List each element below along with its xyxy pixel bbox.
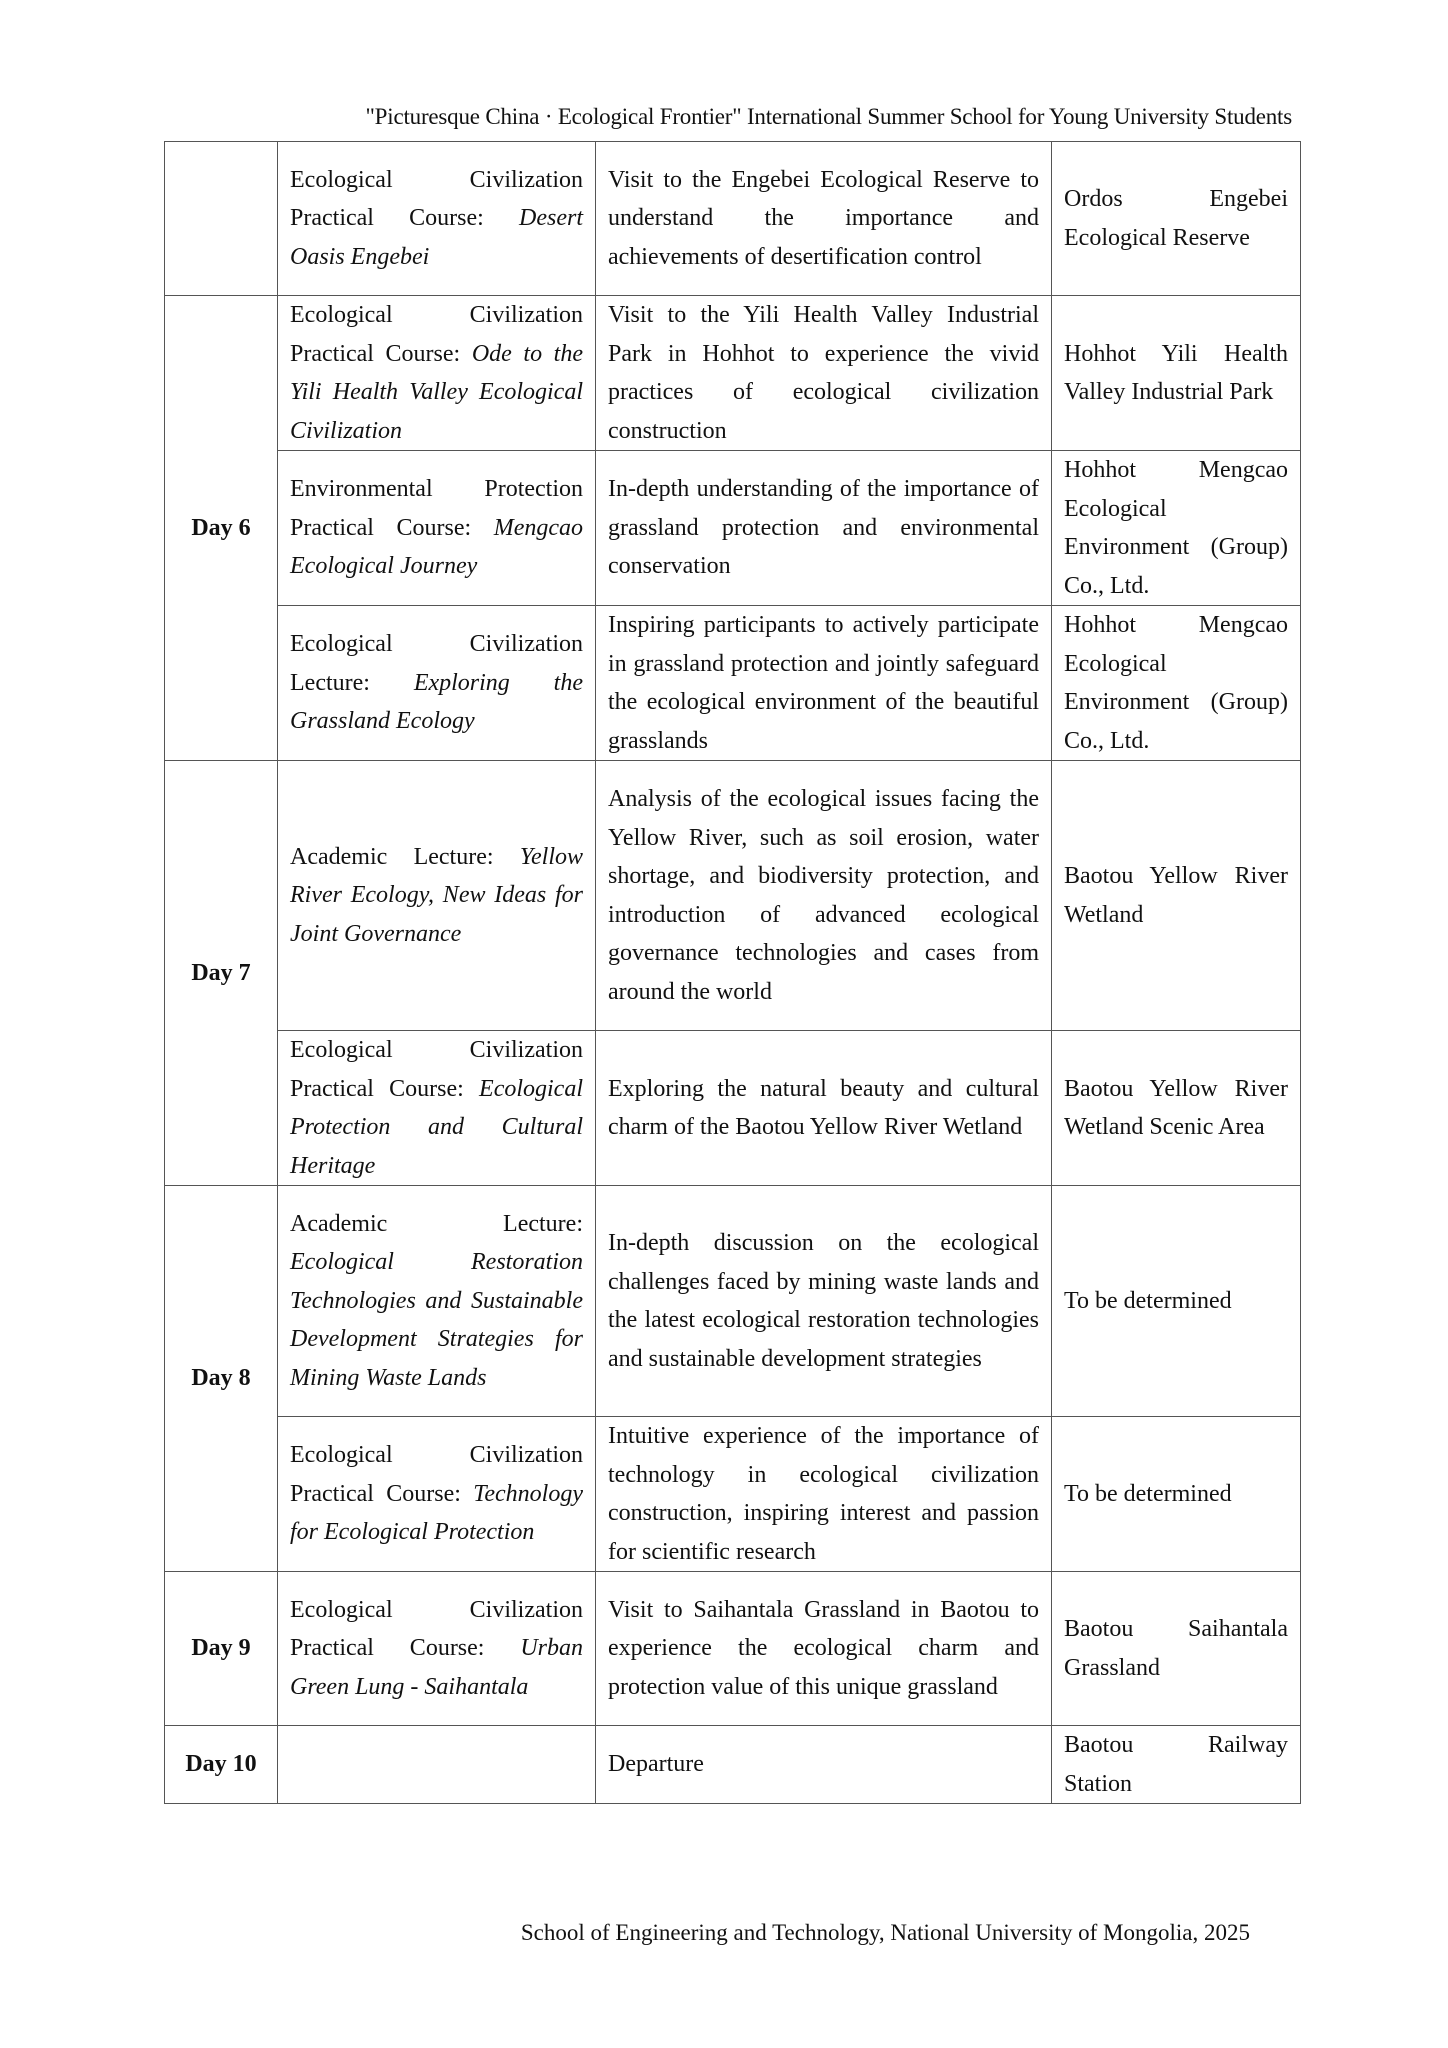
description-cell: Departure	[596, 1726, 1052, 1804]
table-row	[165, 761, 1301, 1031]
table-row	[165, 1186, 1301, 1417]
location-cell: Baotou Yellow River Wetland	[1052, 761, 1301, 1031]
activity-type: Ecological Civilization Practical Course:	[290, 1037, 583, 1102]
activity-type: Ecological Civilization Practical Course:	[290, 1596, 583, 1662]
table-row	[165, 451, 1301, 606]
description-cell: Analysis of the ecological issues facing the Yellow River, such as soil erosion, water shortage, and biodiversity protection, and introduction of advanced ecological governance technologies and cases from around the world	[596, 761, 1052, 1031]
day-cell	[165, 142, 278, 296]
day-cell: Day 7	[165, 761, 278, 1186]
page-header: "Picturesque China · Ecological Frontier" International Summer School for Young University Students	[365, 104, 1292, 129]
location-cell: Hohhot Mengcao Ecological Environment (Group) Co., Ltd.	[1052, 451, 1301, 606]
location-cell: To be determined	[1052, 1417, 1301, 1572]
table-row	[165, 1726, 1301, 1804]
day-cell: Day 6	[165, 296, 278, 761]
activity-title: Urban Green Lung - Saihantala	[290, 1635, 583, 1700]
activity-title: Desert Oasis Engebei	[290, 205, 583, 270]
day-cell: Day 10	[165, 1726, 278, 1804]
activity-cell	[278, 1186, 596, 1417]
description-cell: Exploring the natural beauty and cultural charm of the Baotou Yellow River Wetland	[596, 1031, 1052, 1186]
table-row	[165, 1417, 1301, 1572]
location-cell: Hohhot Mengcao Ecological Environment (Group) Co., Ltd.	[1052, 606, 1301, 761]
activity-cell	[278, 451, 596, 606]
description-cell: In-depth discussion on the ecological challenges faced by mining waste lands and the latest ecological restoration technologies and sustainable development strategies	[596, 1186, 1052, 1417]
activity-cell	[278, 606, 596, 761]
activity-title: Ode to the Yili Health Valley Ecological Civilization	[290, 340, 583, 444]
description-cell: Visit to the Yili Health Valley Industrial Park in Hohhot to experience the vivid practices of ecological civilization construction	[596, 296, 1052, 451]
activity-type: Ecological Civilization Practical Course:	[290, 302, 583, 367]
table-row	[165, 606, 1301, 761]
activity-title: Ecological Restoration Technologies and Sustainable Development Strategies for Mining Waste Lands	[290, 1249, 583, 1391]
activity-type: Academic Lecture:	[290, 1210, 583, 1237]
description-cell: Visit to the Engebei Ecological Reserve to understand the importance and achievements of desertification control	[596, 142, 1052, 296]
activity-title: Yellow River Ecology, New Ideas for Joint Governance	[290, 843, 583, 947]
activity-type: Academic Lecture:	[290, 843, 520, 870]
activity-title: Exploring the Grassland Ecology	[290, 669, 583, 735]
activity-cell	[278, 1417, 596, 1572]
day-cell: Day 9	[165, 1572, 278, 1726]
activity-type: Environmental Protection Practical Course:	[290, 476, 583, 541]
description-cell: Inspiring participants to actively participate in grassland protection and jointly safeguard the ecological environment of the beautiful grasslands	[596, 606, 1052, 761]
day-cell: Day 8	[165, 1186, 278, 1572]
location-cell: To be determined	[1052, 1186, 1301, 1417]
page-footer: School of Engineering and Technology, National University of Mongolia, 2025	[520, 1920, 1250, 1945]
location-cell: Baotou Yellow River Wetland Scenic Area	[1052, 1031, 1301, 1186]
activity-title: Mengcao Ecological Journey	[290, 514, 583, 580]
activity-type: Ecological Civilization Practical Course:	[290, 1442, 583, 1507]
table-row	[165, 1031, 1301, 1186]
activity-title: Technology for Ecological Protection	[290, 1480, 583, 1546]
table-row	[165, 142, 1301, 296]
activity-type: Ecological Civilization Practical Course:	[290, 166, 583, 232]
activity-cell	[278, 761, 596, 1031]
table-row	[165, 1572, 1301, 1726]
activity-type: Ecological Civilization Lecture:	[290, 631, 583, 696]
description-cell: Visit to Saihantala Grassland in Baotou to experience the ecological charm and protection value of this unique grassland	[596, 1572, 1052, 1726]
table-row	[165, 296, 1301, 451]
activity-cell	[278, 1726, 596, 1804]
activity-cell	[278, 142, 596, 296]
location-cell: Baotou Railway Station	[1052, 1726, 1301, 1804]
location-cell: Baotou Saihantala Grassland	[1052, 1572, 1301, 1726]
location-cell: Hohhot Yili Health Valley Industrial Park	[1052, 296, 1301, 451]
description-cell: Intuitive experience of the importance of technology in ecological civilization construction, inspiring interest and passion for scientific research	[596, 1417, 1052, 1572]
activity-cell	[278, 1031, 596, 1186]
activity-cell	[278, 296, 596, 451]
activity-cell	[278, 1572, 596, 1726]
schedule-table	[164, 141, 1301, 1804]
location-cell: Ordos Engebei Ecological Reserve	[1052, 142, 1301, 296]
activity-title: Ecological Protection and Cultural Heritage	[290, 1075, 583, 1179]
description-cell: In-depth understanding of the importance of grassland protection and environmental conservation	[596, 451, 1052, 606]
